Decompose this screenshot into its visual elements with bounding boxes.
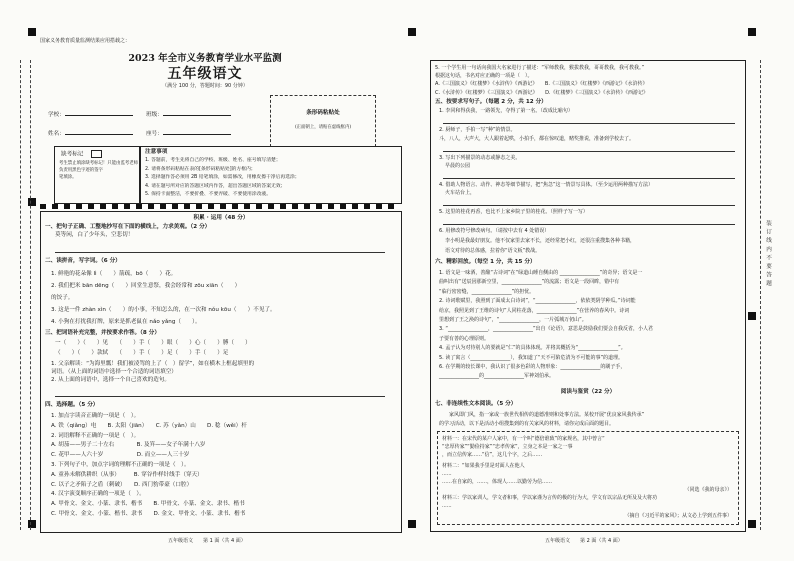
registration-mark-br (748, 520, 756, 528)
field-class-label: 班级： (146, 112, 163, 118)
notes-panel (140, 146, 402, 204)
q7-material-1 (442, 435, 605, 460)
q4-items[interactable] (51, 412, 247, 520)
q5-4-answer-line[interactable] (443, 205, 735, 206)
seat-input[interactable] (163, 134, 231, 135)
exam-subject: 五年级语文 (167, 66, 243, 82)
q6-line[interactable]: 5. 读了寓言（________________），我知道了“天不可陷危清为不可能的事”的道理。 (439, 354, 624, 361)
q4-line: 1. 加点字读音正确的一项是（ ）。 (51, 413, 140, 419)
binding-char: 装 (765, 220, 771, 229)
binding-note-right (764, 220, 772, 289)
field-school-label: 学校： (48, 112, 65, 118)
q6-line[interactable]: “临行密密缝，________________”的担忧。 (439, 288, 535, 295)
q6-line[interactable]: 里想到了王之涣的诗句”，“________________，一片弧城万仞山”。 (439, 317, 587, 324)
q5-item1: 1. 李同和得获我，一路领先，夺得了第一名。（改成比喻句） (439, 108, 573, 114)
notes-item: 2. 请将条形码粘贴在表的[条形码粘贴处]的方框内； (145, 166, 256, 172)
q2-line: 2. 我们把米 bān dēng（ ）回堂生意祭，我会经常和 zōu xiān（ ） (51, 283, 241, 289)
q4c-line: 根据这句话，书名对应正确的一项是（ ）。 (435, 73, 533, 80)
q4-line[interactable]: A. 铁（qiǎng）电 B. 太阳（jiān） C. 苏（yǎn）山 D. 稔（wěi）杆 (51, 422, 247, 429)
q7-source: （摘自《习近平的家风》；从文必上学到五件事） (624, 513, 732, 519)
binding-char: 线 (765, 237, 771, 246)
q4-line: 2. 词语解释不正确的一项是（ ）。 (51, 432, 140, 439)
absent-mark-row (61, 150, 102, 159)
q3-item1: 1. 父亲解读：“为海里瓢！我们被凌驾的上了（ ）留学”，如在横木上框起填里的 (51, 361, 255, 367)
q2-line: 4. 小狗在打扰我打牌，原来是抓老鼠在 nǎo yǎng（ ）。 (51, 319, 201, 325)
registration-mark-tc (408, 28, 416, 36)
q5-2-answer-line[interactable] (443, 151, 735, 152)
q5-item4: 4. 借助人物语言、动作、神态等细节描写，把“焦急”这一情景写具体。（至少运用两种描写方法） (439, 182, 654, 188)
binding-line-right (760, 60, 761, 530)
q4-line[interactable]: C. 甲骨文、金文、小篆、楷书、隶书 D. 金文、甲骨文、小篆、隶书、楷书 (51, 510, 246, 517)
q2-line: 3. 这是一件 zhàn xìn（ ）的小事，不知怎么的，在一次和 nǒu kōu（ ）不见了。 (51, 307, 276, 313)
footer-left: 五年级语文 第 1 面（共 4 面） (168, 538, 246, 544)
q2-line: 1. 鲜艳的花朵像 lì（ ）箭疏，bō（ ）花。 (51, 271, 177, 277)
notes-item: 1. 答题前，考生先将自己的学校、班级、姓名、座号填写清楚； (145, 158, 281, 163)
q5-item2: 2. 厨师子，手拍一写“种”的情景。 (439, 127, 516, 133)
notes-list (145, 157, 300, 200)
q5-item6c[interactable]: 语文对待的总体感，拉着你“语文板”教战。 (445, 248, 541, 254)
header-notice: 国家义务教育质量监测结果应用搭载之： (40, 38, 131, 44)
q4-continued[interactable] (435, 64, 648, 97)
q5-item2b: 斗，八人，大声大，大人跟着起哄，小拍手，都在惊叹道，赌奖推说，准备到学校去了。 (439, 136, 635, 142)
registration-mark-tr (748, 28, 756, 36)
q7-intro (439, 411, 644, 428)
q7-intro-line: 的学习活动，以下是活动小组搜集到的有关家风的材料，请你完成后面的题目。 (439, 420, 615, 427)
footer-right: 五年级语文 第 2 面（共 4 面） (545, 538, 623, 544)
q6-line[interactable]: ________________的________________军神刘伯承。 (439, 373, 555, 380)
registration-mark-mr (748, 312, 756, 320)
q6-line[interactable]: 1. 语文是一味酒，善酿“古诗词”在“绿道山睡自侧由的 ________________”的奇异；语文是一 (439, 270, 643, 276)
q5-stem: 五、按要求写句子。（每题 2 分，共 12 分） (435, 99, 547, 105)
q5-item5: 5. 这里的桂花再香，也比不上家乡院子里的桂花。（照样子写一写） (439, 209, 588, 215)
q4-line[interactable]: C. 花甲——人六十岁 D. 而立——人三十岁 (51, 452, 190, 459)
q4-line: 4. 汉字演变顺序正确的一项是（ ）。 (51, 491, 145, 498)
q1-text: 莫等闲，白了少年头，空悲切！ (55, 232, 134, 238)
q7-material-box (437, 431, 739, 525)
q4-line[interactable]: A. 童孙未解供耕织（从事） B. 穿谷作样针线手（穿天） (51, 471, 203, 478)
binding-char: 订 (765, 228, 771, 238)
q1-stem: 一、把句子正确、工整地抄写在下面的横线上，力求美观。（2 分） (45, 224, 211, 230)
q3-item1b: 词语。（从上面的词语中选择一个合适的词语填空） (51, 369, 177, 375)
q5-item6b[interactable]: 李小明是我最好朋友。他不仅家里去家不长，还经常把小红，还很注重搜集各种书籍， (445, 238, 636, 244)
registration-mark-bc (408, 520, 416, 528)
field-name[interactable] (48, 131, 133, 139)
q4c-line[interactable]: C.《水浒传》《红楼梦》《三国演义》《西游记》 D.《红楼梦》《三国演义》《水浒传》《西游记》 (435, 89, 649, 96)
section-head-reading: 阅读与鉴赏（22 分） (560, 389, 616, 395)
material-line: “忠厚传家”“勤俭持家”“忠孝传家”，立身之本是一家之一事 (442, 444, 573, 451)
q6-items[interactable] (439, 269, 653, 382)
notes-title: 注意事项 (145, 149, 168, 155)
barcode-note: (正面朝上，请贴在虚线框内) (294, 125, 352, 130)
q6-line[interactable]: 4. 孟子认为对待别人的要就是“仁”的具体体现。并将其概括为“________________”。 (439, 345, 626, 352)
q4-line[interactable]: A. 胡茄——男子二十左右 B. 及笄——女子年满十八岁 (51, 442, 206, 449)
notes-item: 5. 保持卡面整洁，不要折叠、不要弄破、不要使用涂改液。 (145, 192, 272, 198)
q3-item2: 2. 从上面的词语中，选择一个自己喜欢的造句。 (51, 377, 170, 383)
q7-stem: 七、非连续性文本阅读。（5 分） (435, 401, 517, 407)
separator-bar (40, 204, 400, 209)
binding-char: 不 (765, 254, 771, 264)
material-line: ...... (442, 471, 452, 478)
q3-answer-line[interactable] (55, 396, 385, 397)
q3-row1[interactable]: 一（ ）（ ）见 （ ）手（ ）眼（ ）心（ ）膊（ ） (55, 340, 251, 346)
absent-mark-label: 缺考标记 (61, 151, 84, 158)
exam-meta: （满分 100 分，答题时间：90 分钟） (162, 83, 248, 89)
q4c-line: 5. 一个学生用一句话向我国大名家进行了描述：“军师教我，猴拔教我，哥哥教我，我可教我。” (435, 65, 645, 71)
binding-char: 要 (765, 263, 771, 272)
name-input[interactable] (65, 134, 133, 135)
material-line: 材料三：学以家训人，学文者和事，学以家谨为言传的极的行为大，学文有以宗品无所及及大将功 (442, 495, 658, 501)
q7-source-2: （同选《我的母亲》） (684, 487, 732, 493)
q6-line[interactable]: 2. 诗词歌赋里，我照到了面成太白诗词”，“________________，依依类阴学种瓜。”诗词能 (439, 298, 636, 305)
field-class[interactable] (146, 112, 231, 120)
q2-stem: 二、读拼音，写字词。（6 分） (45, 258, 121, 264)
q7-material-3 (442, 494, 657, 510)
material-line: 材料二：“如果我手里是对面人在他人 (442, 463, 525, 469)
material-line: ……在自家的，……，体现人……以勤劳为信…… (442, 479, 553, 486)
q4-line[interactable]: A. 甲骨文、金文、小篆、隶书、楷书 B. 甲骨文、小篆、金文、隶书、楷书 (51, 501, 245, 508)
binding-char: 答 (765, 271, 771, 281)
absent-mark-panel (54, 146, 140, 204)
q6-stem: 六、精彩回放。（每空 1 分，共 15 分） (435, 259, 536, 265)
school-input[interactable] (65, 115, 133, 116)
barcode-title: 条形码粘贴处 (306, 110, 340, 116)
field-school[interactable] (48, 112, 133, 120)
absent-note-line: 笔填涂。 (59, 175, 77, 180)
notes-item: 4. 请在题号所对应的答题区域内作答，超出答题区域的答案无效； (145, 183, 286, 189)
q1-answer-line[interactable] (55, 252, 385, 253)
field-name-label: 姓名： (48, 131, 65, 137)
q6-line: 子要有善的心理原则。 (439, 335, 490, 342)
q4-line: 3. 下列句子中，加点字词的理解不正确的一项是（ ）。 (51, 461, 190, 468)
binding-char: 题 (765, 280, 771, 289)
material-line: ，而立信传家……“信”，这几个字，之后…… (442, 452, 543, 459)
q5-item3: 3. 写出下列描景的动态或静态之美。 (439, 155, 521, 161)
q5-item6: 6. 用修改符号修改病句。（请按中去有 4 处错误） (439, 228, 550, 234)
binding-char: 内 (765, 245, 771, 255)
material-line: ...... (442, 503, 452, 510)
q5-1-answer-line[interactable] (443, 123, 735, 124)
q6-line[interactable]: 曲叫出有“送辰因那新空里，________________”的流露；语文是一段回眸，错中有 (439, 279, 620, 286)
q5-3-answer-line[interactable] (443, 178, 735, 179)
q2-line: 的饺子。 (51, 295, 74, 301)
q3-row2[interactable]: （ ）（ ）款轼 （ ）手（ ）足（ ）手（ ）足 (55, 350, 229, 356)
absent-note-line: 考生禁止填涂缺考标记！只能由监考老师 (59, 161, 139, 166)
absent-note-line: 负责用黑色字迹的签字 (59, 168, 103, 173)
right-answer-area (430, 60, 746, 532)
q7-material-2 (442, 462, 552, 487)
q5-5-answer-line[interactable] (443, 224, 735, 225)
notes-item: 3. 选择题作答必须用 2B 铅笔填涂，如需修改，用橡皮擦干净后再选涂； (145, 175, 300, 181)
field-seat[interactable] (146, 131, 231, 139)
section-head-accumulate: 积累 · 运用（48 分） (193, 215, 249, 221)
material-line: 材料一：在宋代的某户人家中，有一个叫“德倍谁致”的家规名，其中曾言“ (442, 436, 605, 442)
absent-mark-checkbox[interactable] (91, 150, 102, 158)
exam-title: 2023 年全市义务教育学业水平监测 (128, 53, 282, 64)
q2-lines[interactable] (51, 268, 276, 328)
registration-mark-tl (28, 28, 36, 36)
q5-item4b: 火车站台上， (445, 190, 476, 196)
q4-stem: 四、选择题。（5 分） (45, 402, 99, 408)
q4c-line[interactable]: A.《三国演义》《红楼梦》《水浒传》《西游记》 B.《三国演义》《红楼梦》《西游记》《水浒传》 (435, 81, 648, 88)
binding-line-outer (20, 60, 21, 530)
q3-stem: 三、把词语补充完整，并按要求作答。（8 分） (45, 330, 160, 336)
q6-line[interactable]: 6. 在学期的较长课中，我认识了很多色彩的人物形象：________________的刷子手， (439, 364, 626, 371)
q6-line[interactable]: 给京，我照见到了王维的诗句”人同柱花落，________________”在营养的春风中。诗词 (439, 307, 630, 314)
absent-mark-note (59, 160, 138, 181)
q6-line[interactable]: 3. “________________，________________”出自《论语》，意思是鼓励我们要会自我反省，小人君 (439, 326, 654, 333)
left-answer-area (40, 211, 402, 533)
barcode-area[interactable] (270, 95, 376, 147)
q5-item3b: 早晨的公园 (445, 163, 471, 169)
field-seat-label: 座号： (146, 131, 163, 137)
class-input[interactable] (163, 115, 231, 116)
q7-intro-line: 家风即门风，指一家或一族世代相传的道德准则和处事方法。某校开展“优良家风我传承” (439, 412, 645, 418)
binding-line-inner (30, 60, 31, 530)
q4-line[interactable]: C. 以子之矛陷子之盾（刺破） D. 西门豹带豪（口腔） (51, 481, 193, 488)
